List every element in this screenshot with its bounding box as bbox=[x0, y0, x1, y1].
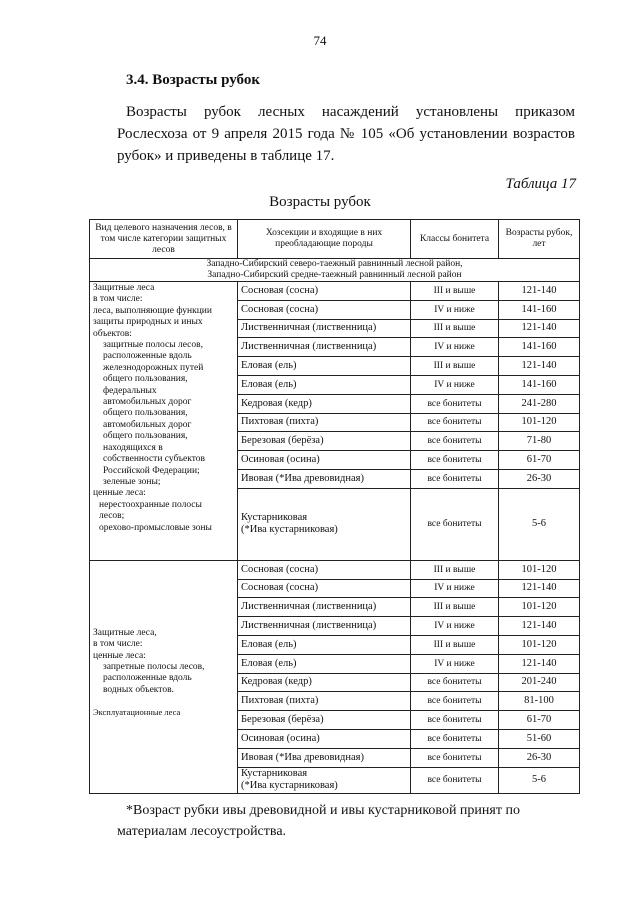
category-line: Защитные леса, bbox=[93, 627, 157, 638]
species-cell: Кедровая (кедр) bbox=[238, 673, 411, 692]
age-cell: 121-140 bbox=[499, 579, 580, 598]
category-line: находящихся в bbox=[103, 442, 163, 453]
category-line: водных объектов. bbox=[103, 684, 174, 695]
species-cell: Ивовая (*Ива древовидная) bbox=[238, 469, 411, 488]
section-heading: 3.4. Возрасты рубок bbox=[126, 72, 261, 88]
age-cell: 61-70 bbox=[499, 711, 580, 730]
species-line: Кустарниковая bbox=[241, 512, 308, 524]
category-line: в том числе: bbox=[93, 294, 143, 305]
class-cell: все бонитеты bbox=[411, 488, 499, 560]
species-cell bbox=[238, 767, 411, 793]
class-cell: все бонитеты bbox=[411, 673, 499, 692]
category-line: Эксплуатационные леса bbox=[93, 707, 181, 718]
species-cell: Пихтовая (пихта) bbox=[238, 413, 411, 432]
species-line: (*Ива кустарниковая) bbox=[241, 780, 338, 792]
age-cell: 241-280 bbox=[499, 394, 580, 413]
class-cell: III и выше bbox=[411, 357, 499, 376]
group2-category-cell bbox=[90, 560, 238, 793]
class-cell: все бонитеты bbox=[411, 692, 499, 711]
species-cell: Осиновая (осина) bbox=[238, 451, 411, 470]
class-cell: IV и ниже bbox=[411, 654, 499, 673]
species-cell: Лиственничная (лиственница) bbox=[238, 319, 411, 338]
age-cell: 141-160 bbox=[499, 300, 580, 319]
class-cell: III и выше bbox=[411, 560, 499, 579]
footnote: *Возраст рубки ивы древовидной и ивы кустарниковой принят по материалам лесоустройства. bbox=[117, 803, 520, 839]
species-cell bbox=[238, 488, 411, 560]
species-line: (*Ива кустарниковая) bbox=[241, 524, 338, 536]
class-cell: все бонитеты bbox=[411, 711, 499, 730]
age-cell: 101-120 bbox=[499, 598, 580, 617]
category-line: объектов: bbox=[93, 328, 132, 339]
table-label: Таблица 17 bbox=[505, 176, 576, 192]
species-cell: Еловая (ель) bbox=[238, 357, 411, 376]
age-cell: 26-30 bbox=[499, 748, 580, 767]
class-cell: все бонитеты bbox=[411, 432, 499, 451]
table-title: Возрасты рубок bbox=[269, 194, 371, 210]
category-line: расположенные вдоль bbox=[103, 673, 192, 684]
species-cell: Лиственничная (лиственница) bbox=[238, 617, 411, 636]
category-line: запретные полосы лесов, bbox=[103, 661, 205, 672]
cutting-ages-table bbox=[89, 219, 580, 794]
class-cell: IV и ниже bbox=[411, 375, 499, 394]
class-cell: все бонитеты bbox=[411, 394, 499, 413]
category-line: автомобильных дорог bbox=[103, 397, 192, 408]
age-cell: 141-160 bbox=[499, 338, 580, 357]
class-cell: III и выше bbox=[411, 319, 499, 338]
species-cell: Сосновая (сосна) bbox=[238, 579, 411, 598]
age-cell: 121-140 bbox=[499, 319, 580, 338]
class-cell: IV и ниже bbox=[411, 617, 499, 636]
category-line: расположенные вдоль bbox=[103, 351, 192, 362]
category-line: ценные леса: bbox=[93, 488, 146, 499]
species-cell: Березовая (берёза) bbox=[238, 711, 411, 730]
species-cell: Кедровая (кедр) bbox=[238, 394, 411, 413]
class-cell: IV и ниже bbox=[411, 300, 499, 319]
species-cell: Осиновая (осина) bbox=[238, 729, 411, 748]
region-line: Западно-Сибирский северо-таежный равнинный лесной район, bbox=[206, 259, 463, 269]
category-line: леса, выполняющие функции bbox=[93, 305, 212, 316]
category-line: автомобильных дорог bbox=[103, 419, 192, 430]
category-line: федеральных bbox=[103, 385, 157, 396]
region-cell bbox=[90, 259, 580, 282]
page-number: 74 bbox=[313, 33, 327, 48]
species-cell: Ивовая (*Ива древовидная) bbox=[238, 748, 411, 767]
category-line: защитные полосы лесов, bbox=[103, 340, 204, 351]
table-row bbox=[90, 560, 580, 579]
class-cell: IV и ниже bbox=[411, 579, 499, 598]
class-cell: все бонитеты bbox=[411, 413, 499, 432]
category-line: нерестоохранные полосы bbox=[99, 499, 202, 510]
category-line: защиты природных и иных bbox=[93, 317, 203, 328]
class-cell: все бонитеты bbox=[411, 451, 499, 470]
category-line: орехово-промысловые зоны bbox=[99, 522, 212, 533]
age-cell: 201-240 bbox=[499, 673, 580, 692]
table-header-row bbox=[90, 220, 580, 259]
class-cell: III и выше bbox=[411, 635, 499, 654]
class-cell: III и выше bbox=[411, 282, 499, 301]
age-cell: 5-6 bbox=[499, 767, 580, 793]
category-line: Российской Федерации; bbox=[103, 465, 200, 476]
species-cell: Сосновая (сосна) bbox=[238, 282, 411, 301]
age-cell: 121-140 bbox=[499, 654, 580, 673]
category-line: зеленые зоны; bbox=[103, 476, 161, 487]
age-cell: 5-6 bbox=[499, 488, 580, 560]
category-line: собственности субъектов bbox=[103, 454, 205, 465]
age-cell: 121-140 bbox=[499, 357, 580, 376]
group1-category-cell bbox=[90, 282, 238, 561]
class-cell: все бонитеты bbox=[411, 767, 499, 793]
category-line: ценные леса: bbox=[93, 650, 146, 661]
age-cell: 71-80 bbox=[499, 432, 580, 451]
category-line: железнодорожных путей bbox=[103, 362, 204, 373]
class-cell: все бонитеты bbox=[411, 469, 499, 488]
age-cell: 121-140 bbox=[499, 617, 580, 636]
category-line: в том числе: bbox=[93, 639, 143, 650]
species-cell: Сосновая (сосна) bbox=[238, 560, 411, 579]
species-cell: Лиственничная (лиственница) bbox=[238, 338, 411, 357]
intro-paragraph: Возрасты рубок лесных насаждений установлены приказом Рослесхоза от 9 апреля 2015 года № 105 «Об установлении возрастов рубок» и приведены в таблице 17. bbox=[117, 104, 575, 164]
table-row bbox=[90, 282, 580, 301]
region-line: Западно-Сибирский средне-таежный равнинный лесной район bbox=[207, 270, 462, 280]
species-cell: Пихтовая (пихта) bbox=[238, 692, 411, 711]
age-cell: 121-140 bbox=[499, 282, 580, 301]
class-cell: все бонитеты bbox=[411, 729, 499, 748]
category-line: общего пользования, bbox=[103, 374, 188, 385]
category-line: лесов; bbox=[99, 511, 125, 522]
header-classes: Классы бонитета bbox=[411, 220, 499, 259]
species-cell: Еловая (ель) bbox=[238, 375, 411, 394]
header-ages: Возрасты рубок, лет bbox=[499, 220, 580, 259]
species-cell: Березовая (берёза) bbox=[238, 432, 411, 451]
species-cell: Сосновая (сосна) bbox=[238, 300, 411, 319]
age-cell: 81-100 bbox=[499, 692, 580, 711]
region-row bbox=[90, 259, 580, 282]
category-line: общего пользования, bbox=[103, 431, 188, 442]
age-cell: 61-70 bbox=[499, 451, 580, 470]
age-cell: 26-30 bbox=[499, 469, 580, 488]
category-line: Защитные леса bbox=[93, 283, 155, 293]
age-cell: 101-120 bbox=[499, 635, 580, 654]
species-cell: Еловая (ель) bbox=[238, 654, 411, 673]
header-species: Хозсекции и входящие в них преобладающие породы bbox=[238, 220, 411, 259]
age-cell: 51-60 bbox=[499, 729, 580, 748]
species-cell: Еловая (ель) bbox=[238, 635, 411, 654]
species-line: Кустарниковая bbox=[241, 768, 308, 780]
age-cell: 141-160 bbox=[499, 375, 580, 394]
class-cell: все бонитеты bbox=[411, 748, 499, 767]
class-cell: IV и ниже bbox=[411, 338, 499, 357]
age-cell: 101-120 bbox=[499, 413, 580, 432]
age-cell: 101-120 bbox=[499, 560, 580, 579]
species-cell: Лиственничная (лиственница) bbox=[238, 598, 411, 617]
class-cell: III и выше bbox=[411, 598, 499, 617]
header-category: Вид целевого назначения лесов, в том числе категории защитных лесов bbox=[90, 220, 238, 259]
category-line: общего пользования, bbox=[103, 408, 188, 419]
